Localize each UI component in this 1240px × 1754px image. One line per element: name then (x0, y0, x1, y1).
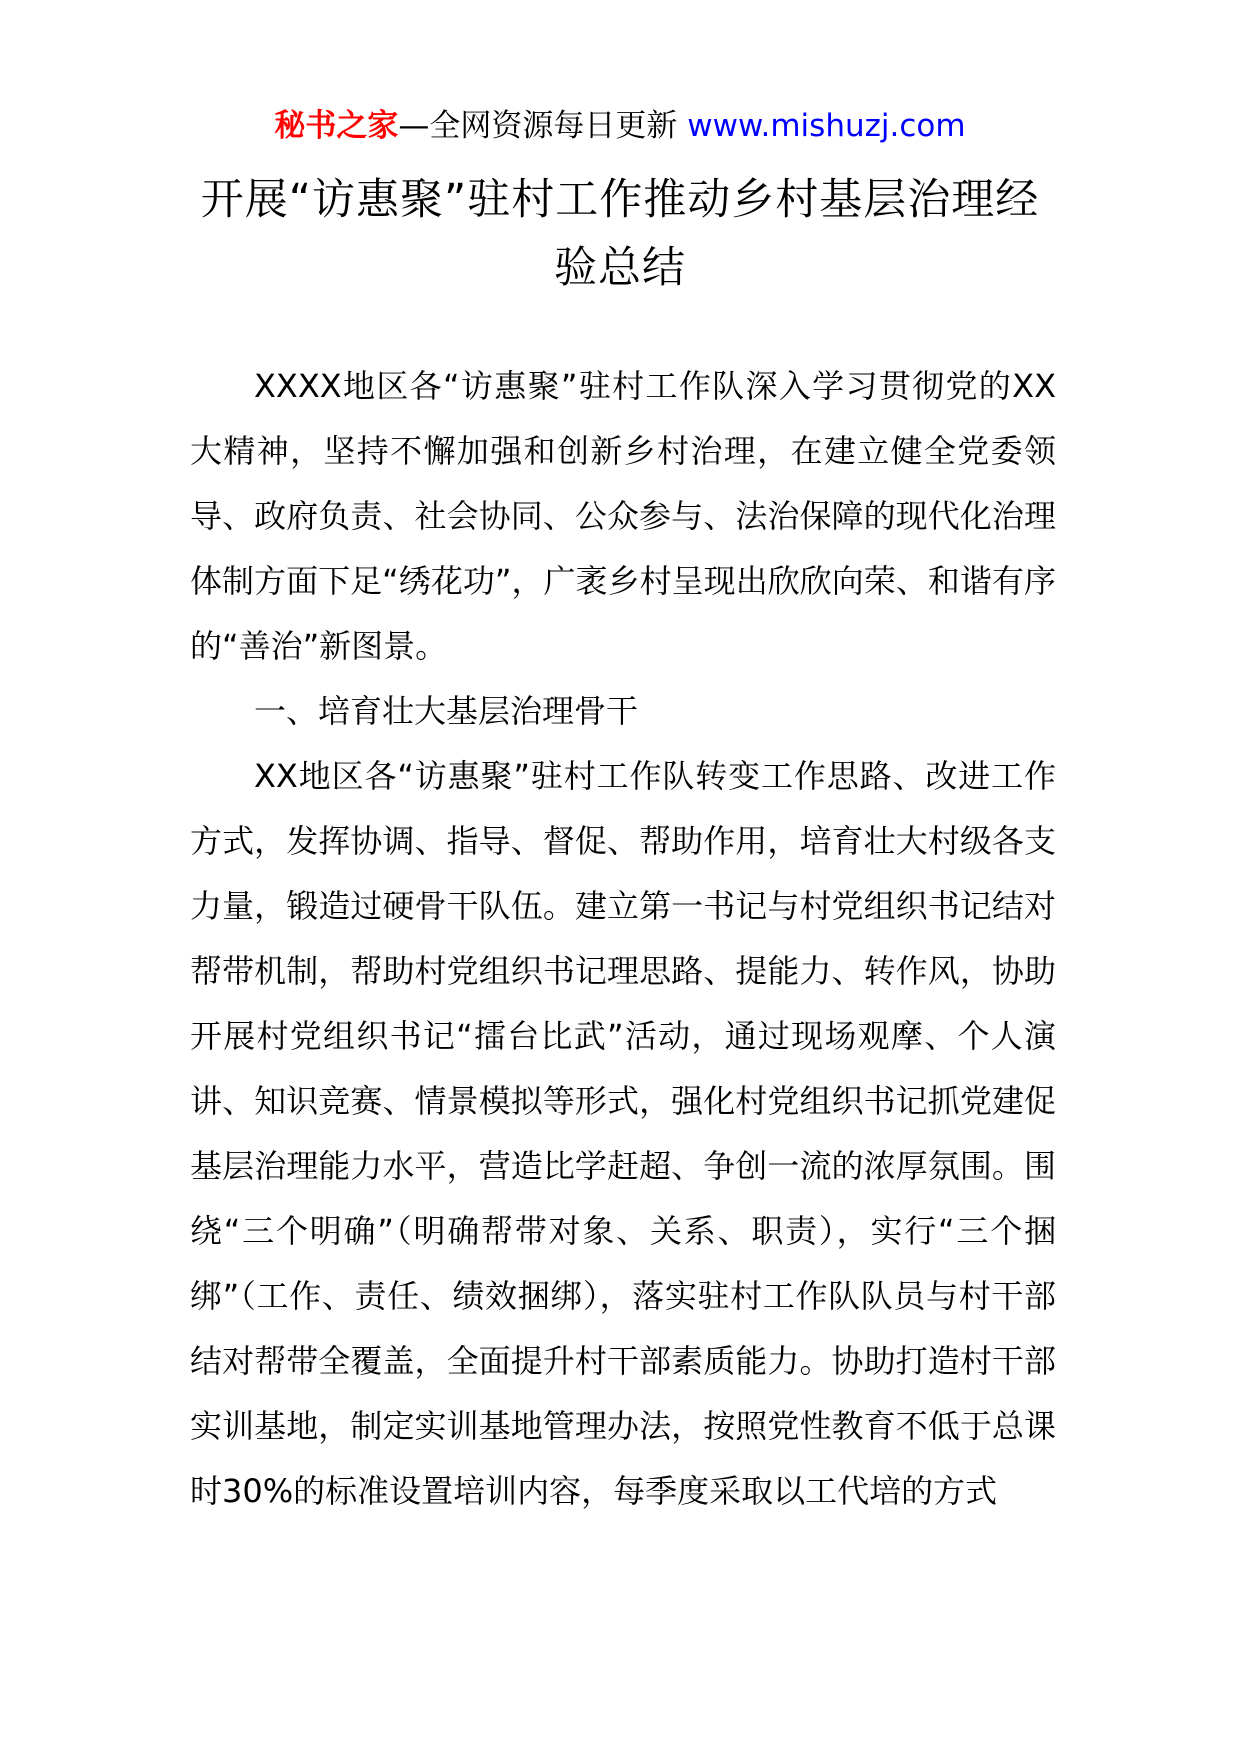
document-body (190, 354, 1056, 1524)
site-tagline: —全网资源每日更新 (398, 108, 688, 144)
site-brand: 秘书之家 (274, 108, 399, 144)
document-title: 开展“访惠聚”驻村工作推动乡村基层治理经验总结 (200, 175, 1040, 293)
site-url-link[interactable]: www.mishuzj.com (687, 108, 966, 144)
section-1-paragraph: XX地区各“访惠聚”驻村工作队转变工作思路、改进工作方式，发挥协调、指导、督促、帮助作用，培育壮大村级各支力量，锻造过硬骨干队伍。建立第一书记与村党组织书记结对帮带机制，帮助村党组织书记理思路、提能力、转作风，协助开展村党组织书记“擂台比武”活动，通过现场观摩、个人演讲、知识竞赛、情景模拟等形式，强化村党组织书记抓党建促基层治理能力水平，营造比学赶超、争创一流的浓厚氛围。围绕“三个明确”（明确帮带对象、关系、职责），实行“三个捆绑”（工作、责任、绩效捆绑），落实驻村工作队队员与村干部结对帮带全覆盖，全面提升村干部素质能力。协助打造村干部实训基地，制定实训基地管理办法，按照党性教育不低于总课时30%的标准设置培训内容，每季度采取以工代培的方式 (190, 757, 1056, 1510)
site-header (0, 104, 1240, 148)
intro-paragraph: XXXX地区各“访惠聚”驻村工作队深入学习贯彻党的XX大精神，坚持不懈加强和创新乡村治理，在建立健全党委领导、政府负责、社会协同、公众参与、法治保障的现代化治理体制方面下足“绣花功”，广袤乡村呈现出欣欣向荣、和谐有序的“善治”新图景。 (190, 367, 1056, 665)
section-heading-1: 一、培育壮大基层治理骨干 (254, 692, 639, 730)
